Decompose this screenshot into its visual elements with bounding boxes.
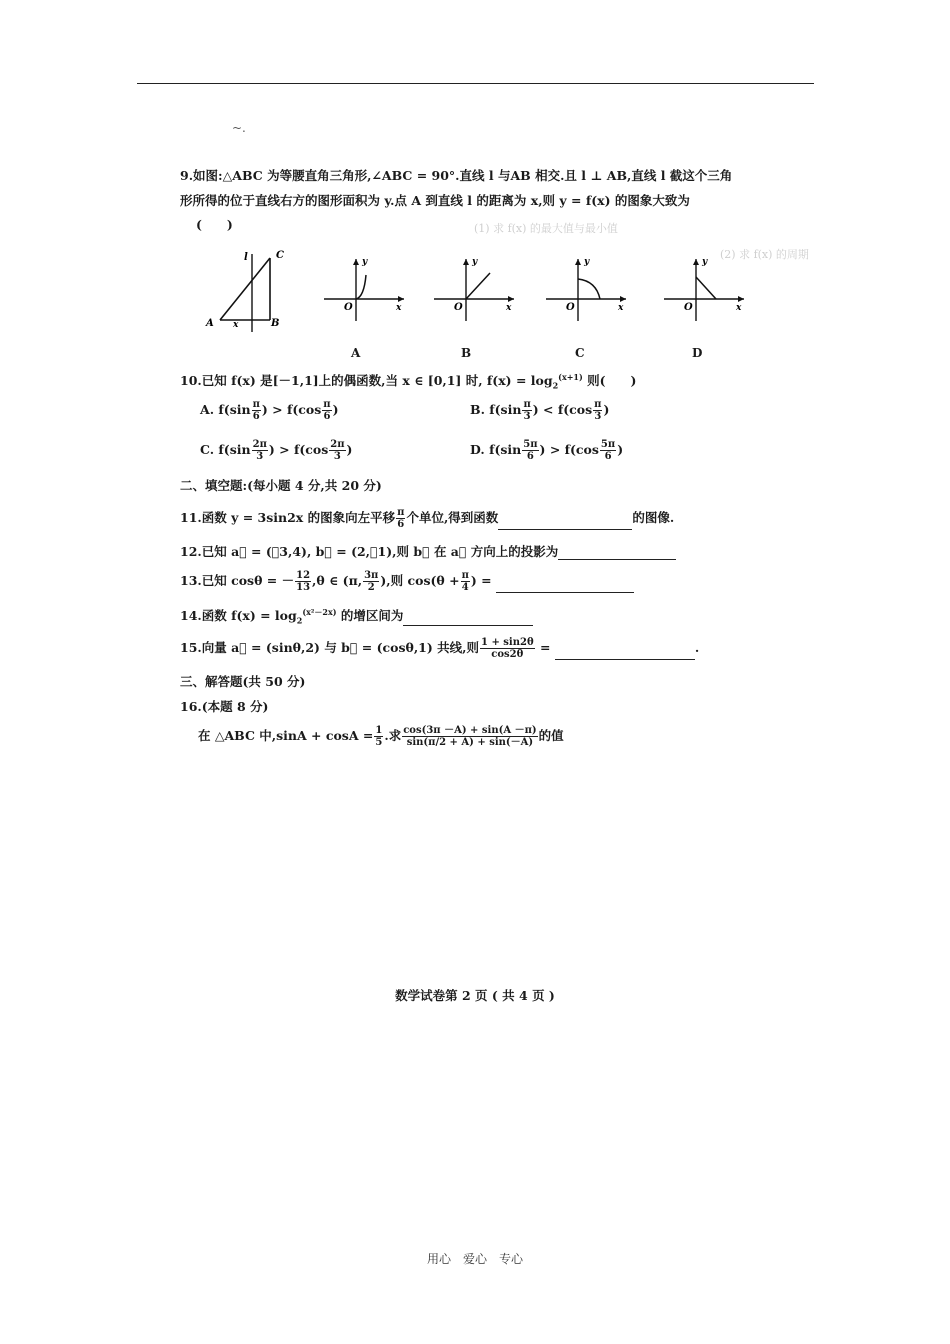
q13-answer-blank <box>496 580 634 593</box>
q15-answer-blank <box>555 647 695 660</box>
section-3-heading: 三、解答题(共 50 分) <box>180 674 306 689</box>
label-x: x <box>233 320 239 330</box>
bleed-through: (2) 求 f(x) 的周期 <box>720 248 809 261</box>
q9-answer-paren: ( ) <box>196 217 233 232</box>
q10-option-a: A. f(sin $\frac{\pi}{6}$ ) > f(cos $\frac{\pi}{6}$ ) <box>200 399 339 422</box>
q14: 14.函数 $f(x) = \log_2^{(x^2-2x)}$ 的增区间为 <box>180 606 533 626</box>
q16-heading: 16.(本题 8 分) <box>180 699 269 714</box>
option-b-label: B <box>461 346 472 360</box>
q9-line1: 9.如图:△ABC 为等腰直角三角形,∠ABC = 90°.直线 l 与AB 相交.且 l ⊥ AB,直线 l 截这个三角 <box>180 168 733 183</box>
graph-c <box>542 255 632 325</box>
label-b: B <box>271 318 280 329</box>
y-axis-label: y <box>472 257 478 267</box>
page-footer: 数学试卷第 2 页 ( 共 4 页 ) <box>395 988 555 1003</box>
x-axis-label: x <box>618 303 624 313</box>
graph-b <box>430 255 520 325</box>
header-rule <box>137 83 814 84</box>
scan-mark: ~. <box>232 121 246 135</box>
q10-option-d: D. f(sin $\frac{5\pi}{6}$ ) > f(cos $\frac{5\pi}{6}$ ) <box>470 439 624 462</box>
q10-option-b: B. f(sin $\frac{\pi}{3}$ ) < f(cos $\frac{\pi}{3}$ ) <box>470 399 610 422</box>
q12: 12.已知 a⃗ = (－3,4), b⃗ = (2,－1),则 b⃗ 在 a⃗ 方向上的投影为 <box>180 542 676 560</box>
q16-body: 在 △ABC 中,sinA + cosA = $\frac{1}{5}$ .求 $\frac{\cos(3\pi -A) + \sin(A -\pi)}{\sin(\pi/2 + A) + \sin(-A)}$ 的值 <box>198 725 564 748</box>
option-c-label: C <box>575 346 585 360</box>
x-axis-label: x <box>736 303 742 313</box>
q12-answer-blank <box>558 547 676 560</box>
q11-answer-blank <box>498 517 632 530</box>
label-l: l <box>244 252 248 263</box>
origin-label: O <box>454 302 463 313</box>
x-axis-label: x <box>506 303 512 313</box>
q9-line2: 形所得的位于直线右方的图形面积为 y.点 A 到直线 l 的距离为 x,则 y = f(x) 的图象大致为 <box>180 193 690 208</box>
y-axis-label: y <box>702 257 708 267</box>
graph-a <box>320 255 410 325</box>
x-axis-label: x <box>396 303 402 313</box>
q15: 15.向量 a⃗ = (sinθ,2) 与 b⃗ = (cosθ,1) 共线,则 $\frac{1 + \sin 2\theta}{\cos 2\theta}$ = . <box>180 637 700 660</box>
label-a: A <box>206 318 214 329</box>
graph-d <box>660 255 750 325</box>
q13: 13.已知 cosθ = － $\frac{12}{13}$ ,θ ∈ (π, $\frac{3\pi}{2}$ ),则 cos(θ + $\frac{\pi}{4}$ ) = <box>180 570 634 593</box>
bleed-through: (1) 求 f(x) 的最大值与最小值 <box>474 222 618 235</box>
q9-triangle-figure <box>200 246 300 336</box>
y-axis-label: y <box>362 257 368 267</box>
origin-label: O <box>566 302 575 313</box>
q10-stem: 10.已知 f(x) 是[－1,1]上的偶函数,当 x ∈ [0,1] 时, $f(x) = \log_2^{(x+1)}$ 则( ) <box>180 371 637 391</box>
q10-option-c: C. f(sin $\frac{2\pi}{3}$ ) > f(cos $\frac{2\pi}{3}$ ) <box>200 439 353 462</box>
page-slogan: 用心 爱心 专心 <box>426 1252 523 1266</box>
origin-label: O <box>684 302 693 313</box>
q14-answer-blank <box>403 613 533 626</box>
label-c: C <box>276 250 284 261</box>
q11: 11.函数 y = 3sin2x 的图象向左平移 $\frac{\pi}{6}$ 个单位,得到函数 的图像. <box>180 507 675 530</box>
option-a-label: A <box>351 346 361 360</box>
section-2-heading: 二、填空题:(每小题 4 分,共 20 分) <box>180 478 382 493</box>
origin-label: O <box>344 302 353 313</box>
y-axis-label: y <box>584 257 590 267</box>
option-d-label: D <box>692 346 703 360</box>
